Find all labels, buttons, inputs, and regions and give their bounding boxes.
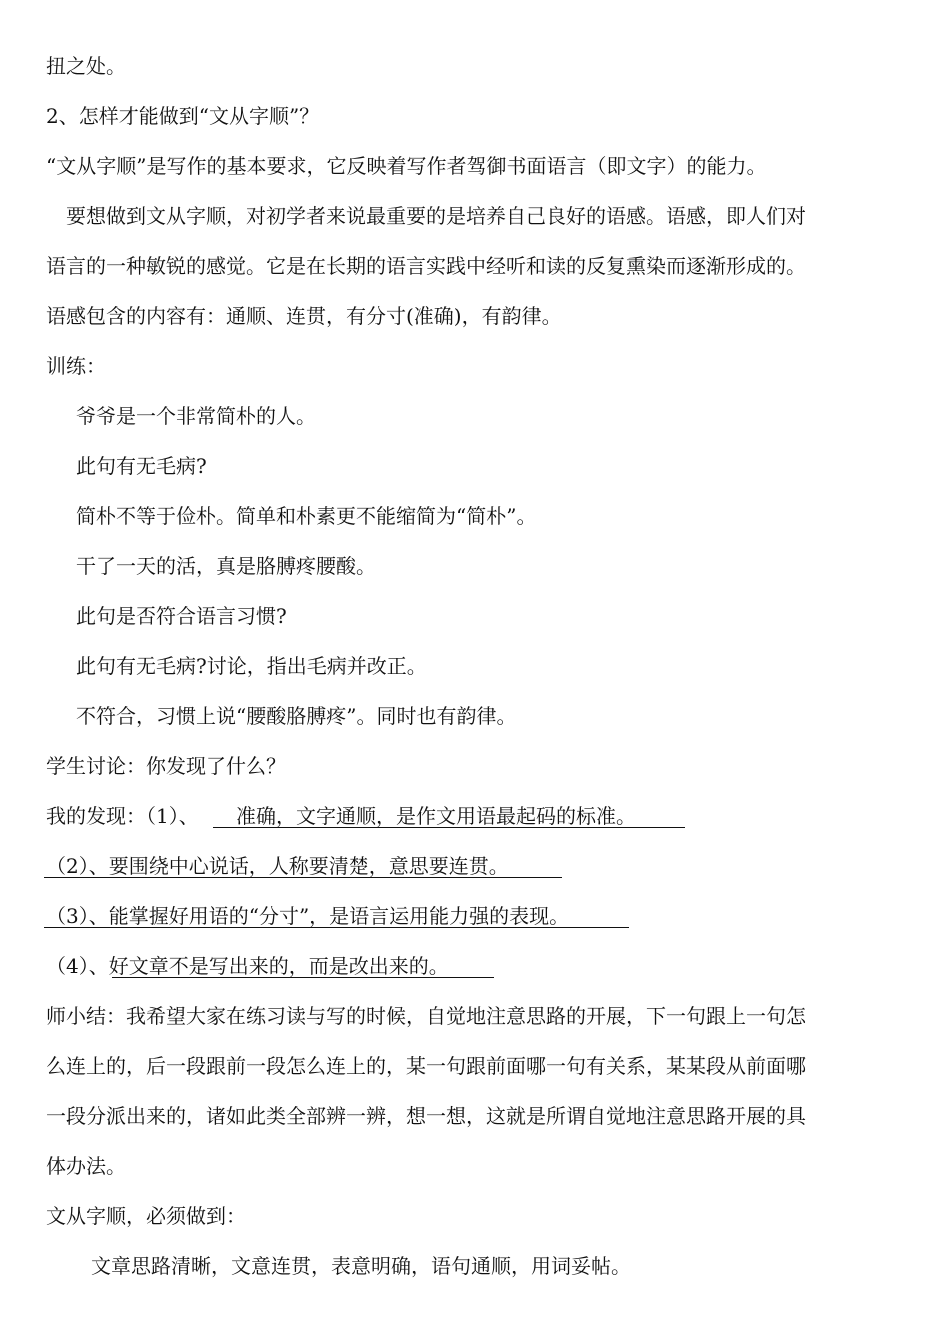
summary-line: 师小结：我希望大家在练习读与写的时候，自觉地注意思路的开展，下一句跟上一句怎 <box>46 1004 806 1028</box>
text-line: 语感包含的内容有：通顺、连贯，有分寸(准确)，有韵律。 <box>46 304 562 328</box>
text-line: “文从字顺”是写作的基本要求，它反映着写作者驾御书面语言（即文字）的能力。 <box>46 154 767 178</box>
text-line: 扭之处。 <box>46 54 126 78</box>
finding-4-text: （4）、好文章不是写出来的，而是改出来的。 <box>46 954 449 978</box>
answer-line: 简朴不等于俭朴。简单和朴素更不能缩简为“简朴”。 <box>76 504 537 528</box>
finding-1-text: 准确，文字通顺，是作文用语最起码的标准。 <box>236 804 636 828</box>
fill-blank-underline <box>44 877 562 878</box>
fill-blank-underline <box>213 827 685 828</box>
text-line: 训练： <box>46 354 106 378</box>
finding-2-text: （2）、要围绕中心说话，人称要清楚，意思要连贯。 <box>46 854 509 878</box>
answer-line: 不符合，习惯上说“腰酸胳膊疼”。同时也有韵律。 <box>76 704 517 728</box>
example-sentence: 爷爷是一个非常简朴的人。 <box>76 404 316 428</box>
summary-line: 一段分派出来的，诸如此类全部辨一辨，想一想，这就是所谓自觉地注意思路开展的具 <box>46 1104 806 1128</box>
question-line: 此句有无毛病?讨论，指出毛病并改正。 <box>76 654 427 678</box>
text-line: 要想做到文从字顺，对初学者来说最重要的是培养自己良好的语感。语感，即人们对 <box>66 204 806 228</box>
fill-blank-underline <box>112 977 494 978</box>
text-line: 学生讨论：你发现了什么？ <box>46 754 286 778</box>
question-line: 此句是否符合语言习惯? <box>76 604 287 628</box>
text-line: 文从字顺，必须做到： <box>46 1204 246 1228</box>
fill-blank-underline <box>44 927 629 928</box>
summary-line: 么连上的，后一段跟前一段怎么连上的，某一句跟前面哪一句有关系，某某段从前面哪 <box>46 1054 806 1078</box>
finding-label: 我的发现：（1）、 <box>46 804 199 828</box>
text-line: 文章思路清晰，文意连贯，表意明确，语句通顺，用词妥帖。 <box>91 1254 631 1278</box>
question-line: 此句有无毛病? <box>76 454 207 478</box>
example-sentence: 干了一天的活，真是胳膊疼腰酸。 <box>76 554 376 578</box>
text-line: 语言的一种敏锐的感觉。它是在长期的语言实践中经听和读的反复熏染而逐渐形成的。 <box>46 254 806 278</box>
summary-line: 体办法。 <box>46 1154 126 1178</box>
section-heading: 2、怎样才能做到“文从字顺”？ <box>46 104 320 128</box>
finding-3-text: （3）、能掌握好用语的“分寸”，是语言运用能力强的表现。 <box>46 904 570 928</box>
